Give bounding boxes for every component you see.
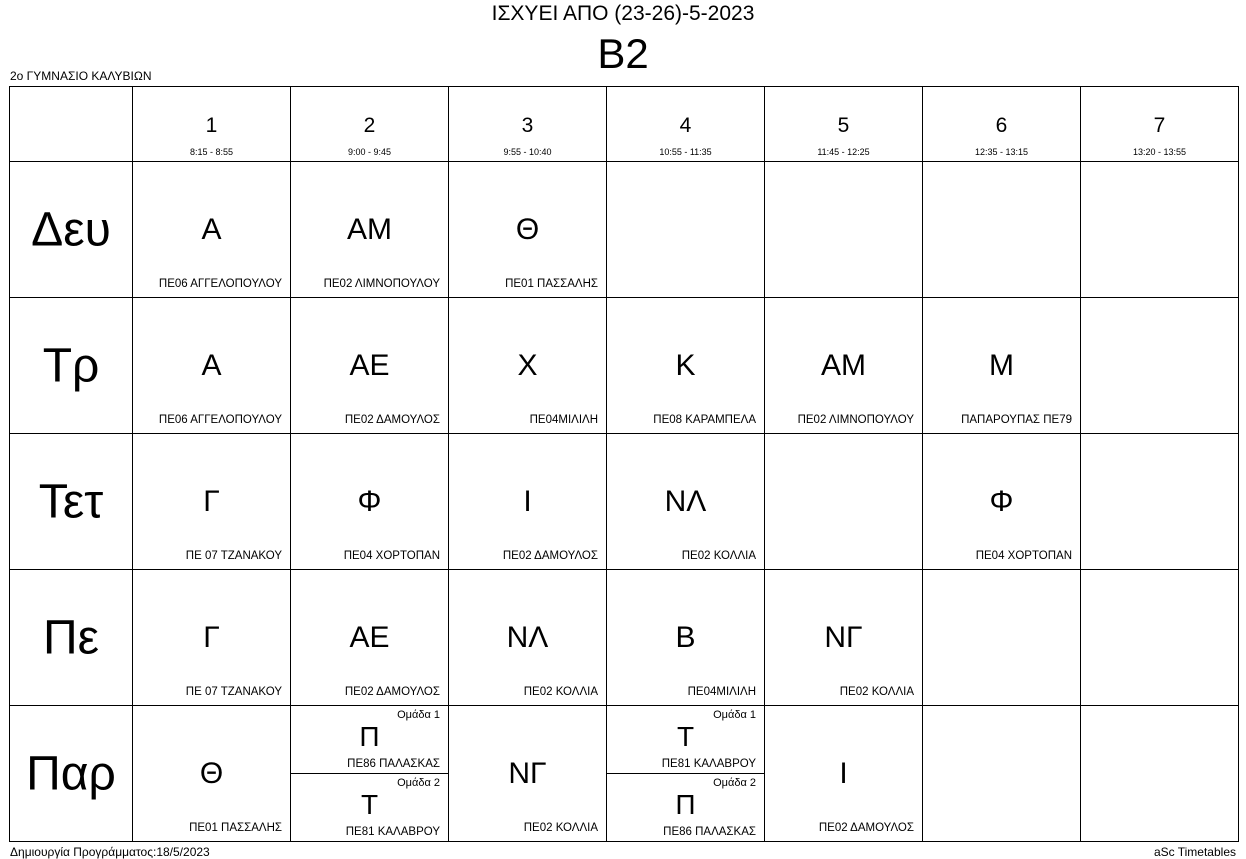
teacher-name: ΠΕ02 ΛΙΜΝΟΠΟΥΛΟΥ	[797, 414, 914, 426]
day-name: Τρ	[42, 339, 100, 392]
teacher-name: ΠΕ02 ΚΟΛΛΙΑ	[523, 822, 598, 834]
teacher-name: ΠΕ04ΜΙΛΙΛΗ	[529, 414, 598, 426]
lesson-cell	[923, 570, 1081, 706]
lesson-cell	[449, 570, 607, 706]
subject-code: Κ	[675, 348, 696, 382]
lesson-cell	[1081, 706, 1239, 842]
period-time: 13:20 - 13:55	[1132, 147, 1187, 157]
teacher-name: ΠΕ86 ΠΑΛΑΣΚΑΣ	[663, 826, 756, 838]
period-time: 10:55 - 11:35	[659, 147, 712, 157]
lesson-cell	[765, 570, 923, 706]
subject-code: Τ	[360, 789, 379, 820]
created-date: Δημιουργία Προγράμματος:18/5/2023	[10, 845, 210, 859]
group-lesson	[607, 706, 764, 774]
day-name: Παρ	[26, 747, 116, 800]
period-time: 11:45 - 12:25	[817, 147, 870, 157]
subject-code: ΑΜ	[821, 348, 866, 382]
lesson-cell	[133, 570, 291, 706]
subject-code: Χ	[517, 348, 538, 382]
subject-code: Α	[201, 348, 222, 382]
day-cell	[10, 162, 133, 298]
day-row	[10, 162, 1239, 298]
teacher-name: ΠΕ02 ΔΑΜΟΥΛΟΣ	[818, 822, 914, 834]
lesson-cell	[291, 298, 449, 434]
teacher-name: ΠΕ02 ΔΑΜΟΥΛΟΣ	[502, 550, 598, 562]
lesson-cell	[449, 706, 607, 842]
period-header	[449, 87, 607, 162]
subject-code: ΑΕ	[349, 620, 390, 654]
subject-code: Θ	[199, 756, 224, 790]
teacher-name: ΠΕ81 ΚΑΛΑΒΡΟΥ	[345, 826, 440, 838]
period-number: 5	[837, 114, 850, 137]
subject-code: Τ	[676, 721, 695, 752]
teacher-name: ΠΕ06 ΑΓΓΕΛΟΠΟΥΛΟΥ	[158, 414, 282, 426]
page-title: ΙΣΧΥΕΙ ΑΠΟ (23-26)-5-2023	[491, 2, 755, 25]
period-header	[1081, 87, 1239, 162]
teacher-name: ΠΕ02 ΔΑΜΟΥΛΟΣ	[344, 414, 440, 426]
school-name: 2ο ΓΥΜΝΑΣΙΟ ΚΑΛΥΒΙΩΝ	[10, 69, 152, 83]
teacher-name: ΠΕ02 ΚΟΛΛΙΑ	[681, 550, 756, 562]
group-lesson	[607, 774, 764, 841]
lesson-cell	[133, 298, 291, 434]
subject-code: Θ	[515, 212, 540, 246]
teacher-name: ΠΕ86 ΠΑΛΑΣΚΑΣ	[347, 758, 440, 770]
teacher-name: ΠΕ02 ΚΟΛΛΙΑ	[523, 686, 598, 698]
lesson-cell	[449, 298, 607, 434]
subject-code: ΝΓ	[508, 756, 547, 790]
subject-code: ΝΛ	[664, 484, 707, 518]
period-header	[607, 87, 765, 162]
lesson-cell	[607, 434, 765, 570]
period-header	[291, 87, 449, 162]
day-cell	[10, 706, 133, 842]
subject-code: Φ	[357, 484, 382, 518]
teacher-name: ΠΕ02 ΛΙΜΝΟΠΟΥΛΟΥ	[323, 278, 440, 290]
subject-code: Φ	[989, 484, 1014, 518]
teacher-name: ΠΕ02 ΚΟΛΛΙΑ	[839, 686, 914, 698]
period-time: 12:35 - 13:15	[974, 147, 1029, 157]
lesson-cell	[765, 298, 923, 434]
period-header	[923, 87, 1081, 162]
lesson-cell	[133, 706, 291, 842]
class-name: Β2	[597, 30, 649, 77]
subject-code: Ι	[839, 756, 848, 790]
period-time: 8:15 - 8:55	[189, 147, 234, 157]
group-label: Ομάδα 1	[713, 709, 756, 721]
teacher-name: ΠΕ02 ΔΑΜΟΥΛΟΣ	[344, 686, 440, 698]
group-lesson	[291, 706, 448, 774]
period-header	[765, 87, 923, 162]
lesson-cell	[923, 298, 1081, 434]
lesson-cell	[923, 706, 1081, 842]
lesson-cell	[607, 298, 765, 434]
group-label: Ομάδα 2	[713, 777, 756, 789]
period-number: 1	[205, 114, 218, 137]
lesson-cell	[1081, 162, 1239, 298]
lesson-cell	[923, 162, 1081, 298]
period-time: 9:00 - 9:45	[347, 147, 392, 157]
lesson-cell	[607, 162, 765, 298]
teacher-name: ΠΕ06 ΑΓΓΕΛΟΠΟΥΛΟΥ	[158, 278, 282, 290]
lesson-cell	[291, 570, 449, 706]
lesson-cell	[133, 434, 291, 570]
group-lesson	[291, 774, 448, 841]
period-header	[133, 87, 291, 162]
timetable	[9, 86, 1239, 842]
teacher-name: ΠΕ04 ΧΟΡΤΟΠΑΝ	[975, 550, 1072, 562]
teacher-name: ΠΕ81 ΚΑΛΑΒΡΟΥ	[661, 758, 756, 770]
day-name: Πε	[42, 611, 100, 664]
group-label: Ομάδα 2	[397, 777, 440, 789]
lesson-cell	[923, 434, 1081, 570]
teacher-name: ΠΕ01 ΠΑΣΣΑΛΗΣ	[189, 822, 282, 834]
day-cell	[10, 298, 133, 434]
lesson-cell	[607, 706, 765, 842]
period-number: 7	[1153, 114, 1166, 137]
lesson-cell	[607, 570, 765, 706]
teacher-name: ΠΕ04 ΧΟΡΤΟΠΑΝ	[343, 550, 440, 562]
day-row	[10, 298, 1239, 434]
subject-code: Π	[675, 789, 696, 820]
subject-code: ΝΛ	[506, 620, 549, 654]
lesson-cell	[291, 706, 449, 842]
subject-code: Β	[675, 620, 696, 654]
period-number: 4	[679, 114, 692, 137]
lesson-cell	[1081, 434, 1239, 570]
lesson-cell	[1081, 570, 1239, 706]
period-header-row	[10, 87, 1239, 162]
subject-code: Ι	[523, 484, 532, 518]
day-name: Τετ	[38, 475, 104, 528]
day-cell	[10, 434, 133, 570]
period-number: 3	[521, 114, 534, 137]
lesson-cell	[1081, 298, 1239, 434]
teacher-name: ΠΕ 07 ΤΖΑΝΑΚΟΥ	[185, 686, 282, 698]
group-label: Ομάδα 1	[397, 709, 440, 721]
period-time: 9:55 - 10:40	[503, 147, 552, 157]
subject-code: Μ	[989, 348, 1014, 382]
lesson-cell	[291, 162, 449, 298]
day-cell	[10, 570, 133, 706]
lesson-cell	[291, 434, 449, 570]
period-number: 6	[995, 114, 1008, 137]
subject-code: ΑΕ	[349, 348, 390, 382]
subject-code: ΑΜ	[347, 212, 392, 246]
subject-code: Α	[201, 212, 222, 246]
day-name: Δευ	[31, 203, 111, 256]
generator-label: aSc Timetables	[1153, 845, 1236, 859]
subject-code: ΝΓ	[824, 620, 863, 654]
teacher-name: ΠΕ08 ΚΑΡΑΜΠΕΛΑ	[653, 414, 756, 426]
subject-code: Γ	[203, 620, 220, 654]
day-row	[10, 570, 1239, 706]
lesson-cell	[133, 162, 291, 298]
lesson-cell	[449, 434, 607, 570]
lesson-cell	[765, 434, 923, 570]
day-row	[10, 434, 1239, 570]
corner-cell	[10, 87, 133, 162]
teacher-name: ΠΑΠΑΡΟΥΠΑΣ ΠΕ79	[961, 414, 1072, 426]
lesson-cell	[449, 162, 607, 298]
lesson-cell	[765, 162, 923, 298]
period-number: 2	[363, 114, 376, 137]
teacher-name: ΠΕ 07 ΤΖΑΝΑΚΟΥ	[185, 550, 282, 562]
day-row	[10, 706, 1239, 842]
subject-code: Π	[359, 721, 380, 752]
subject-code: Γ	[203, 484, 220, 518]
lesson-cell	[765, 706, 923, 842]
teacher-name: ΠΕ04ΜΙΛΙΛΗ	[687, 686, 756, 698]
teacher-name: ΠΕ01 ΠΑΣΣΑΛΗΣ	[505, 278, 598, 290]
